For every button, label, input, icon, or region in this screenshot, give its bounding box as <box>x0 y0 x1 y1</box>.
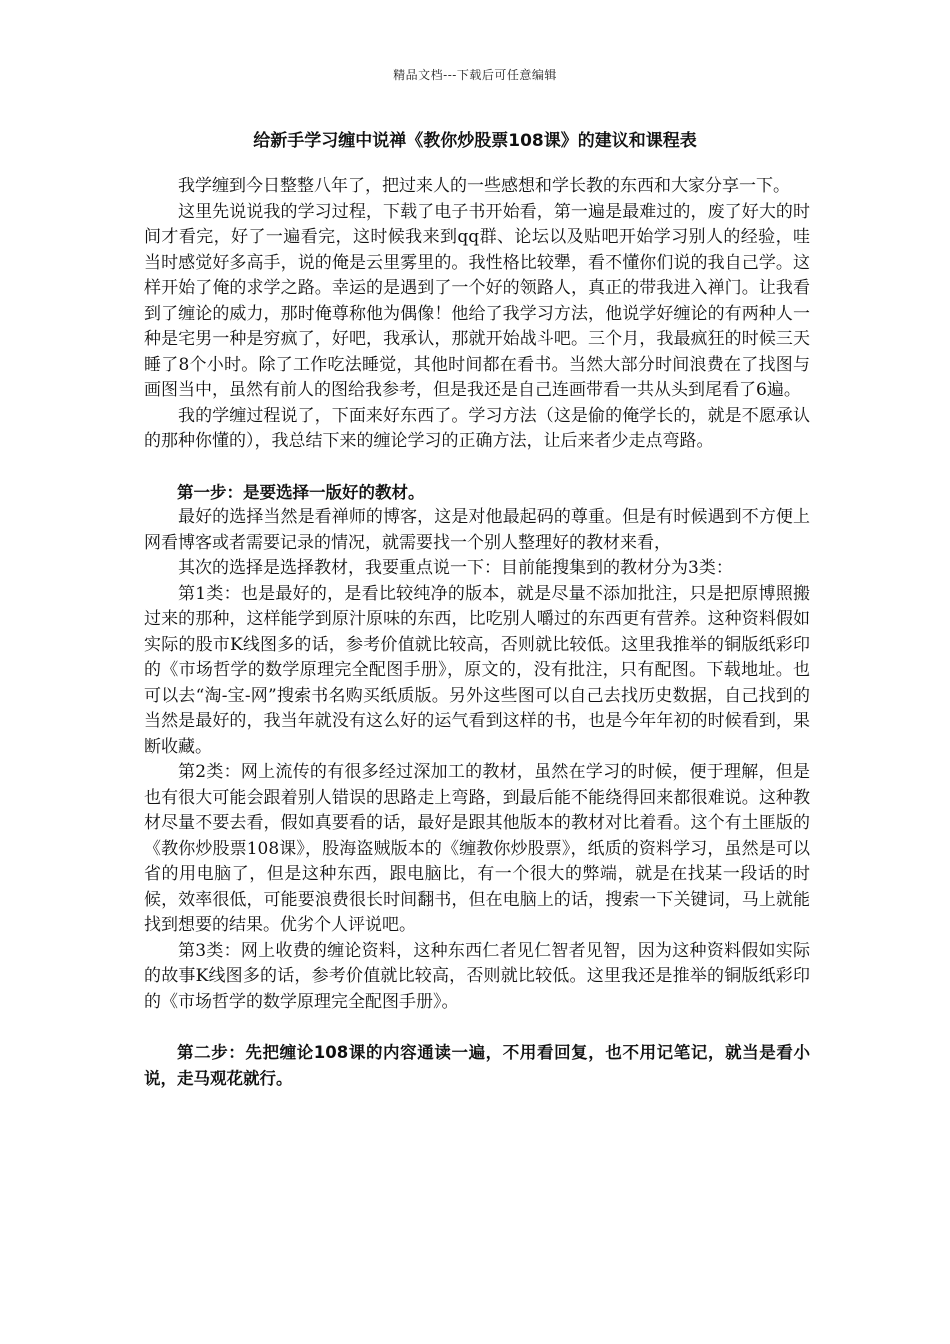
step2-heading: 第二步：先把缠论108课的内容通读一遍，不用看回复，也不用记笔记，就当是看小说，走马观花就行。 <box>144 1043 810 1088</box>
step1-paragraph: 最好的选择当然是看禅师的博客，这是对他最起码的尊重。但是有时候遇到不方便上网看博客或者需要记录的情况，就需要找一个别人整理好的教材来看， <box>144 507 810 553</box>
step1-paragraph: 其次的选择是选择教材，我要重点说一下：目前能搜集到的教材分为3类： <box>178 558 733 578</box>
paragraph-method-intro: 我的学缠过程说了，下面来好东西了。学习方法（这是偷的俺学长的，就是不愿承认的那种你懂的），我总结下来的缠论学习的正确方法，让后来者少走点弯路。 <box>144 405 810 451</box>
step1-paragraph-type3: 第3类：网上收费的缠论资料，这种东西仁者见仁智者见智，因为这种资料假如实际的故事K线图多的话，参考价值就比较高，否则就比较低。这里我还是推举的铜版纸彩印的《市场哲学的数学原理完全配图手册》。 <box>144 940 810 1012</box>
paragraph-intro: 我学缠到今日整整八年了，把过来人的一些感想和学长教的东西和大家分享一下。 <box>178 176 790 196</box>
step1-paragraph-type2: 第2类：网上流传的有很多经过深加工的教材，虽然在学习的时候，便于理解，但是也有很大可能会跟着别人错误的思路走上弯路，到最后能不能绕得回来都很难说。这种教材尽量不要去看，假如真要看的话，最好是跟其他版本的教材对比着看。这个有土匪版的《教你炒股票108课》，股海盗贼版本的《缠教你炒股票》，纸质的资料学习，虽然是可以省的用电脑了，但是这种东西，跟电脑比，有一个很大的弊端，就是在找某一段话的时候，效率很低，可能要浪费很长时间翻书，但在电脑上的话，搜索一下关键词，马上就能找到想要的结果。优劣个人评说吧。 <box>144 762 810 935</box>
page-header: 精品文档---下载后可任意编辑 <box>393 68 557 82</box>
document-title: 给新手学习缠中说禅《教你炒股票108课》的建议和课程表 <box>253 131 697 151</box>
spacer <box>144 1015 810 1040</box>
spacer <box>144 455 810 480</box>
step1-paragraph-type1: 第1类：也是最好的，是看比较纯净的版本，就是尽量不添加批注，只是把原博照搬过来的那种，这样能学到原汁原味的东西，比吃别人嚼过的东西更有营养。这种资料假如实际的股市K线图多的话，参考价值就比较高，否则就比较低。这里我推举的铜版纸彩印的《市场哲学的数学原理完全配图手册》，原文的，没有批注，只有配图。下载地址。也可以去“淘-宝-网”搜索书名购买纸质版。另外这些图可以自己去找历史数据，自己找到的当然是最好的，我当年就没有这么好的运气看到这样的书，也是今年年初的时候看到，果断收藏。 <box>144 583 810 757</box>
step1-heading: 第一步：是要选择一版好的教材。 <box>177 482 425 502</box>
document-body <box>144 174 810 1091</box>
paragraph-learning-process: 这里先说说我的学习过程，下载了电子书开始看，第一遍是最难过的，废了好大的时间才看完，好了一遍看完，这时候我来到qq群、论坛以及贴吧开始学习别人的经验，哇当时感觉好多高手，说的俺是云里雾里的。我性格比较犟，看不懂你们说的我自己学。这样开始了俺的求学之路。幸运的是遇到了一个好的领路人，真正的带我进入禅门。让我看到了缠论的威力，那时俺尊称他为偶像！他给了我学习方法，他说学好缠论的有两种人一种是宅男一种是穷疯了，好吧，我承认，那就开始战斗吧。三个月，我最疯狂的时候三天睡了8个小时。除了工作吃法睡觉，其他时间都在看书。当然大部分时间浪费在了找图与画图当中，虽然有前人的图给我参考，但是我还是自己连画带看一共从头到尾看了6遍。 <box>144 201 810 400</box>
